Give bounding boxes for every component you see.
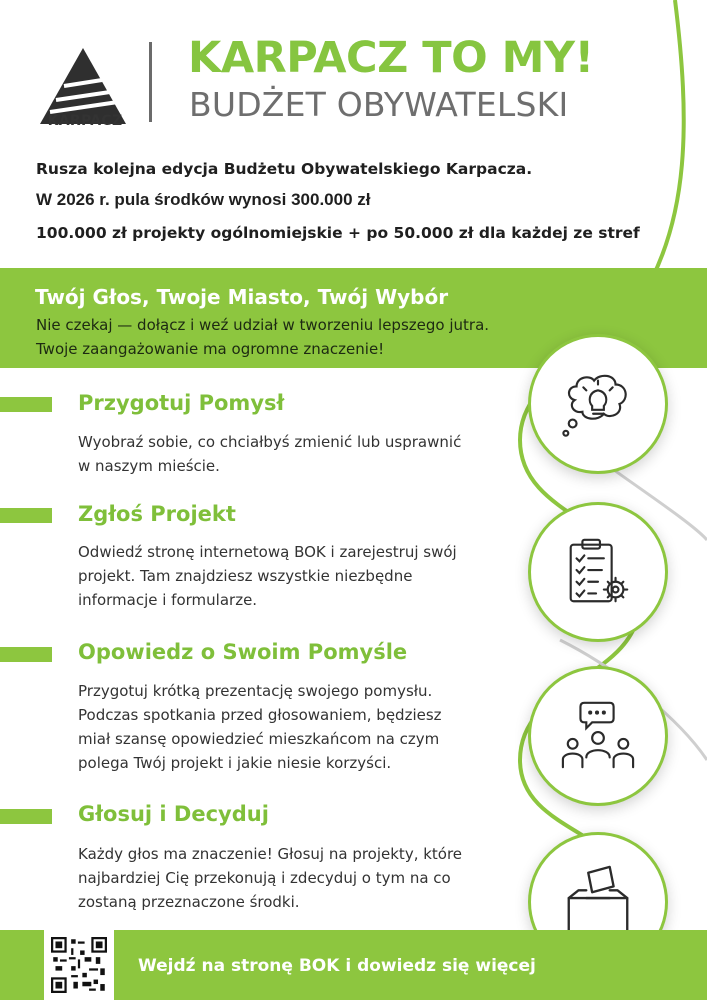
- step-text-line: Podczas spotkania przed głosowaniem, będziesz: [78, 706, 442, 724]
- step-marker: [0, 647, 52, 662]
- step-icon-circle: [528, 502, 668, 642]
- step-text-line: miał szansę opowiedzieć mieszkańcom na czym: [78, 730, 440, 748]
- header-divider: [149, 42, 152, 122]
- step-text-line: najbardziej Cię przekonują i zdecyduj o tym na co: [78, 869, 451, 887]
- qr-code-frame: [44, 930, 114, 1000]
- step-text-line: polega Twój projekt i jakie niesie korzyści.: [78, 754, 392, 772]
- step-text-line: informacje i formularze.: [78, 591, 258, 609]
- step-marker: [0, 809, 52, 824]
- step-title: Przygotuj Pomysł: [78, 391, 285, 415]
- footer-link-text[interactable]: Wejdź na stronę BOK i dowiedz się więcej: [138, 956, 536, 976]
- step-text-line: Przygotuj krótką prezentację swojego pomysłu.: [78, 682, 433, 700]
- step-description: [78, 540, 457, 612]
- band-text-1: Nie czekaj — dołącz i weź udział w tworzeniu lepszego jutra.: [36, 316, 490, 334]
- band-text-2: Twoje zaangażowanie ma ogromne znaczenie!: [36, 340, 385, 358]
- step-icon-circle: [528, 334, 668, 474]
- step-description: [78, 842, 462, 914]
- step-title: Opowiedz o Swoim Pomyśle: [78, 640, 408, 664]
- step-marker: [0, 397, 52, 412]
- page-title: KARPACZ TO MY!: [188, 33, 594, 83]
- step-text-line: Wyobraź sobie, co chciałbyś zmienić lub usprawnić: [78, 433, 462, 451]
- intro-line-2: W 2026 r. pula środków wynosi 300.000 zł: [36, 190, 371, 209]
- step-icon-circle: [528, 666, 668, 806]
- intro-line-1: Rusza kolejna edycja Budżetu Obywatelskiego Karpacza.: [36, 160, 533, 178]
- step-text-line: zostaną przeznaczone środki.: [78, 893, 300, 911]
- step-text-line: Każdy głos ma znaczenie! Głosuj na projekty, które: [78, 845, 463, 863]
- qr-code-icon[interactable]: [51, 937, 107, 993]
- page-subtitle: BUDŻET OBYWATELSKI: [189, 85, 569, 124]
- step-title: Zgłoś Projekt: [78, 502, 236, 526]
- step-text-line: w naszym mieście.: [78, 457, 220, 475]
- step-text-line: projekt. Tam znajdziesz wszystkie niezbędne: [78, 567, 413, 585]
- step-marker: [0, 508, 52, 523]
- intro-line-3: 100.000 zł projekty ogólnomiejskie + po 50.000 zł dla każdej ze stref: [36, 224, 640, 242]
- step-text-line: Odwiedź stronę internetową BOK i zarejestruj swój: [78, 543, 457, 561]
- logo-text: KARPACZ: [47, 113, 123, 129]
- clipboard-gear-icon: [559, 533, 637, 611]
- step-description: [78, 679, 442, 775]
- step-description: [78, 430, 461, 478]
- people-discussion-icon: [559, 697, 637, 775]
- band-title: Twój Głos, Twoje Miasto, Twój Wybór: [35, 285, 449, 309]
- step-title: Głosuj i Decyduj: [78, 802, 269, 826]
- lightbulb-thought-icon: [559, 365, 637, 443]
